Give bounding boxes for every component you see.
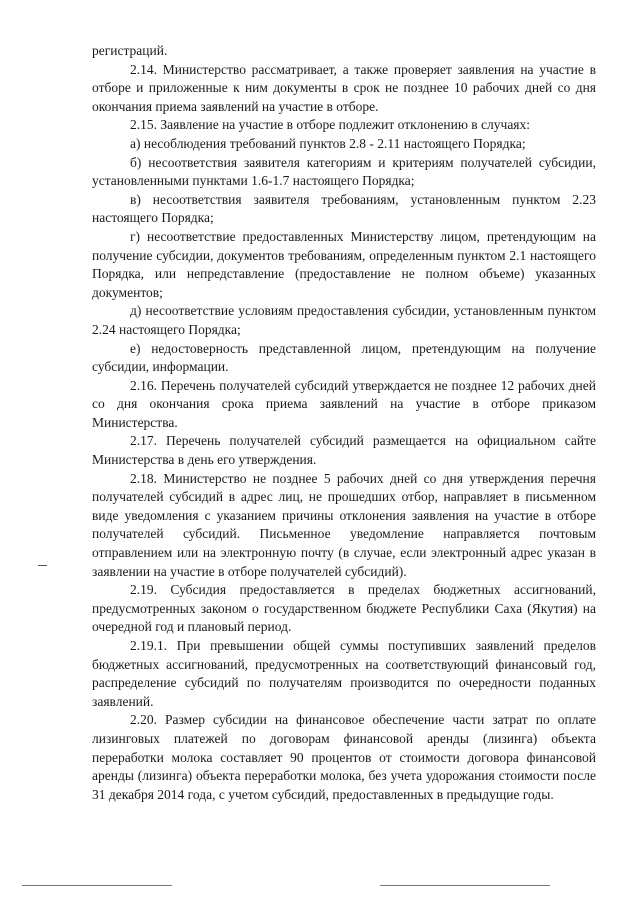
document-body bbox=[92, 42, 596, 804]
list-item-b: б) несоответствия заявителя категориям и критериям получателей субсидии, установленными пунктами 1.6-1.7 настоящего Порядка; bbox=[92, 154, 596, 189]
paragraph-2-19-1: 2.19.1. При превышении общей суммы поступивших заявлений пределов бюджетных ассигнований, предусмотренных на соответствующий финансовый год, распределение субсидий по получателям производится по очередности поданных заявлений. bbox=[92, 638, 596, 709]
paragraph-2-18: 2.18. Министерство не позднее 5 рабочих дней со дня утверждения перечня получателей субсидий в адрес лиц, не прошедших отбор, направляет в письменном виде уведомления с указанием причины отклонения заявления на участие в отборе получателей субсидий. Письменное уведомление направляется почтовым отправлением или на электронную почту (в случае, если электронный адрес указан в заявлении на участие в отборе получателей субсидий). bbox=[92, 470, 596, 579]
paragraph-continuation: регистраций. bbox=[92, 43, 168, 58]
list-item-a: а) несоблюдения требований пунктов 2.8 - 2.11 настоящего Порядка; bbox=[130, 135, 526, 151]
list-item-d: д) несоответствие условиям предоставления субсидии, установленным пунктом 2.24 настоящего Порядка; bbox=[92, 303, 596, 337]
paragraph-2-14: 2.14. Министерство рассматривает, а также проверяет заявления на участие в отборе и приложенные к ним документы в срок не позднее 10 рабочих дней со дня окончания приема заявлений на участие в отборе. bbox=[92, 61, 596, 114]
paragraph-2-15: 2.15. Заявление на участие в отборе подлежит отклонению в случаях: bbox=[130, 117, 531, 133]
list-item-e: е) недостоверность представленной лицом, претендующим на получение субсидии, информации. bbox=[92, 340, 596, 375]
scan-edge-line-right bbox=[380, 885, 550, 886]
list-item-g: г) несоответствие предоставленных Министерству лицом, претендующим на получение субсидии, документов требованиям, определенным пунктом 2.1 настоящего Порядка, или непредставление (предоставление не полном объеме) указанных документов; bbox=[92, 228, 596, 300]
paragraph-2-16: 2.16. Перечень получателей субсидий утверждается не позднее 12 рабочих дней со дня окончания срока приема заявлений на участие в отборе приказом Министерства. bbox=[92, 377, 596, 430]
margin-mark bbox=[38, 565, 47, 566]
paragraph-2-19: 2.19. Субсидия предоставляется в пределах бюджетных ассигнований, предусмотренных законом о государственном бюджете Республики Саха (Якутия) на очередной год и плановый период. bbox=[92, 582, 596, 635]
scan-edge-line-left bbox=[22, 885, 172, 886]
list-item-v: в) несоответствия заявителя требованиям, установленным пунктом 2.23 настоящего Порядка; bbox=[92, 191, 596, 226]
paragraph-2-17: 2.17. Перечень получателей субсидий размещается на официальном сайте Министерства в день его утверждения. bbox=[92, 433, 596, 468]
paragraph-2-20: 2.20. Размер субсидии на финансовое обеспечение части затрат по оплате лизинговых платежей по договорам финансовой аренды (лизинга) объекта переработки молока составляет 90 процентов от стоимости договора финансовой аренды (лизинга) объекта переработки молока, без учета удорожания стоимости после 31 декабря 2014 года, с учетом субсидий, предоставленных в предыдущие годы. bbox=[92, 712, 596, 802]
